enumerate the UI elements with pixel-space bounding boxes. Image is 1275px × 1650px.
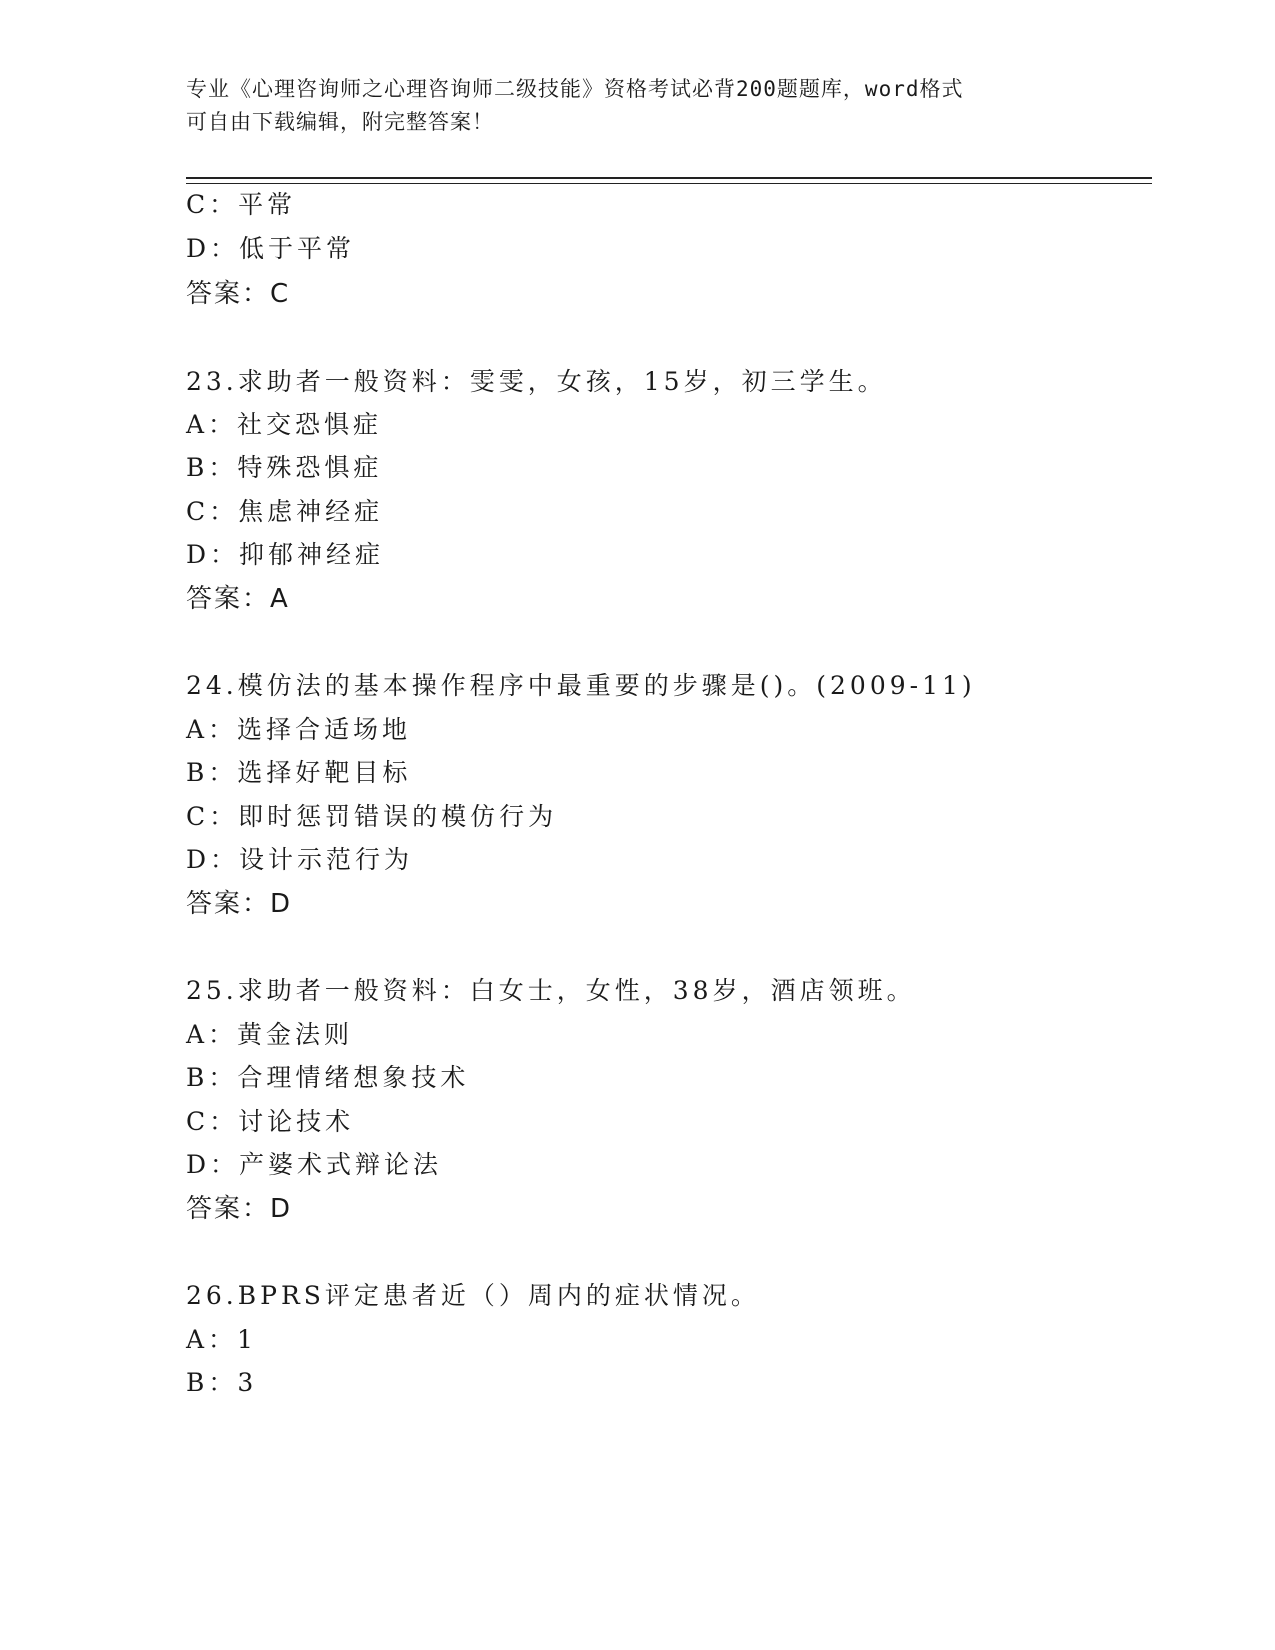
answer-line: 答案：D <box>186 1194 293 1224</box>
question-line: 26.BPRS评定患者近（）周内的症状情况。 <box>186 1281 760 1310</box>
option-line: C：平常 <box>186 190 297 219</box>
answer-line: 答案：D <box>186 889 293 919</box>
document-header <box>186 73 1066 139</box>
header-line-1: 专业《心理咨询师之心理咨询师二级技能》资格考试必背200题题库，word格式 <box>186 77 964 101</box>
option-line: B：特殊恐惧症 <box>186 453 383 482</box>
option-line: D：产婆术式辩论法 <box>186 1150 443 1179</box>
option-line: D：设计示范行为 <box>186 845 414 874</box>
option-line: B：选择好靶目标 <box>186 758 412 787</box>
option-line: D：抑郁神经症 <box>186 540 385 569</box>
option-line: C：焦虑神经症 <box>186 497 384 526</box>
option-line: C：讨论技术 <box>186 1107 355 1136</box>
answer-line: 答案：A <box>186 584 290 614</box>
option-line: A：社交恐惧症 <box>186 410 383 439</box>
answer-line: 答案：C <box>186 279 291 309</box>
question-line: 24.模仿法的基本操作程序中最重要的步骤是()。(2009-11) <box>186 671 976 700</box>
option-line: A：1 <box>186 1325 257 1354</box>
question-line: 23.求助者一般资料：雯雯，女孩，15岁，初三学生。 <box>186 367 887 396</box>
option-line: A：选择合适场地 <box>186 715 412 744</box>
option-line: B：3 <box>186 1368 258 1397</box>
header-divider-thick <box>186 177 1152 179</box>
question-line: 25.求助者一般资料：白女士，女性，38岁，酒店领班。 <box>186 976 916 1005</box>
option-line: D：低于平常 <box>186 234 356 263</box>
option-line: B：合理情绪想象技术 <box>186 1063 470 1092</box>
header-line-2: 可自由下载编辑，附完整答案！ <box>186 110 494 134</box>
option-line: C：即时惩罚错误的模仿行为 <box>186 802 558 831</box>
option-line: A：黄金法则 <box>186 1020 354 1049</box>
header-divider-thin <box>186 183 1152 184</box>
